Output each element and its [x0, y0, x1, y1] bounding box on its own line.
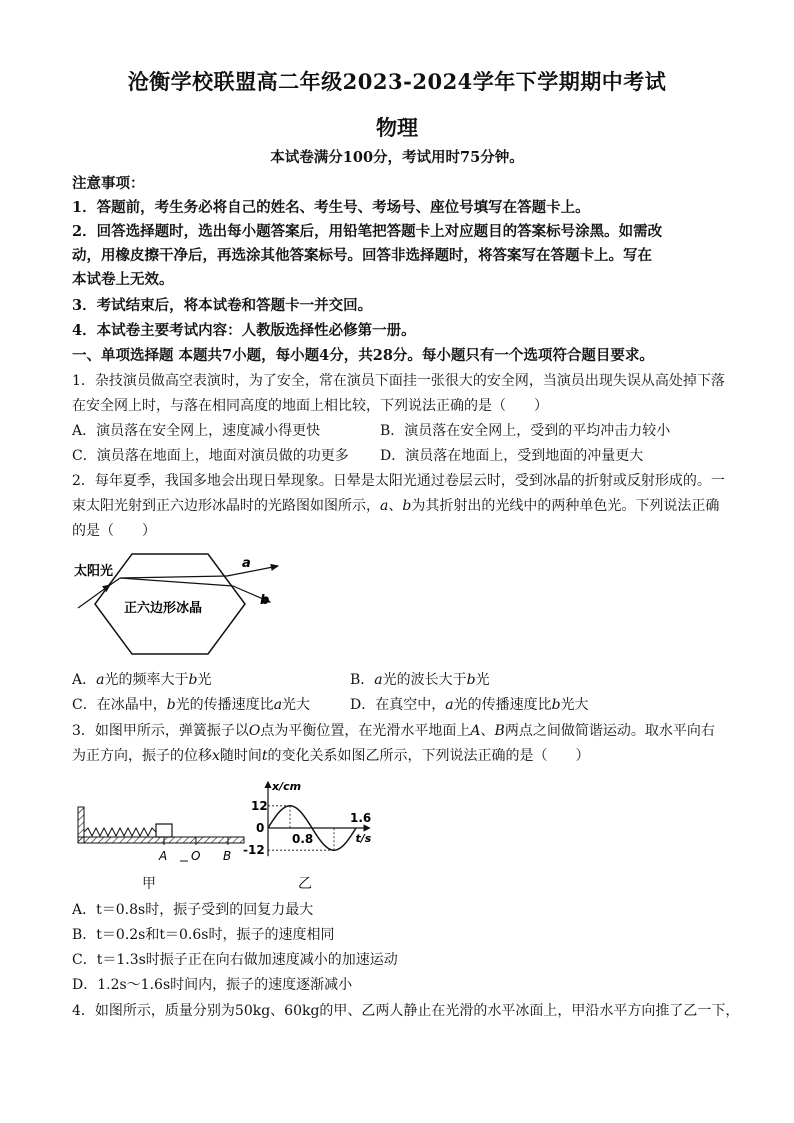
q1-stem: 在安全网上时，与落在相同高度的地面上相比较，下列说法正确的是（ ）	[72, 398, 548, 414]
q4-stem: 4．如图所示，质量分别为50kg、60kg的甲、乙两人静止在光滑的水平冰面上，甲沿水平方向推了乙一下，	[72, 1003, 740, 1019]
q1-option-d[interactable]	[380, 446, 643, 466]
point-a-label: A	[159, 849, 168, 863]
q2-option-b[interactable]: B．a光的波长大于b光	[350, 672, 490, 688]
spring-oscillator-figure	[72, 805, 252, 865]
note-item: 3．考试结束后，将本试卷和答题卡一并交回。	[72, 297, 373, 314]
x-tick-label: 1.6	[350, 811, 372, 825]
q1-option-b[interactable]	[380, 421, 670, 441]
option-label: A．	[72, 423, 97, 439]
incident-ray	[78, 585, 110, 608]
y-tick-label: 12	[251, 798, 268, 813]
y-axis-label: x/cm	[272, 780, 302, 793]
option-text: 演员落在地面上，受到地面的冲量更大	[405, 448, 644, 464]
crystal-label: 正六边形冰晶	[124, 601, 203, 616]
q3-option-a[interactable]: A．t＝0.8s时，振子受到的回复力最大	[72, 902, 314, 918]
x-axis-label: t/s	[355, 832, 372, 845]
q2-option-c[interactable]: C．在冰晶中，b光的传播速度比a光大	[72, 697, 311, 713]
note-item: 4．本试卷主要考试内容：人教版选择性必修第一册。	[72, 322, 416, 339]
notes-heading: 注意事项：	[72, 175, 145, 192]
note-item: 2．回答选择题时，选出每小题答案后，用铅笔把答题卡上对应题目的答案标号涂黑。如需改	[72, 223, 663, 240]
q1-stem: 1．杂技演员做高空表演时，为了安全，常在演员下面挂一张很大的安全网，当演员出现失误从高处掉下落	[72, 373, 725, 389]
option-label: C．	[72, 448, 97, 464]
q2-stem-line2: 束太阳光射到正六边形冰晶时的光路图如图所示，a、b为其折射出的光线中的两种单色光。下列说法正确	[72, 498, 720, 514]
var-a: a	[380, 498, 389, 514]
q3-stem-line1: 3．如图甲所示，弹簧振子以O点为平衡位置，在光滑水平地面上A、B两点之间做简谐运动。取水平向右	[72, 723, 715, 739]
option-text: 演员落在地面上，地面对演员做的功更多	[96, 448, 349, 464]
exam-subject: 物理	[376, 115, 418, 140]
option-label: D．	[380, 448, 406, 464]
note-item: 本试卷上无效。	[72, 271, 174, 288]
option-text: 演员落在安全网上，速度减小得更快	[96, 423, 321, 439]
q2-option-d[interactable]: D．在真空中，a光的传播速度比b光大	[350, 697, 589, 713]
sunlight-label: 太阳光	[74, 564, 114, 579]
xt-graph	[240, 776, 380, 868]
x-tick-label: 0.8	[292, 832, 314, 846]
q3-option-d[interactable]: D．1.2s～1.6s时间内，振子的速度逐渐减小	[72, 977, 353, 993]
var-b: b	[402, 498, 412, 514]
point-o-label: O	[191, 849, 201, 863]
floor	[78, 837, 244, 843]
y-tick-label: -12	[243, 843, 265, 858]
ice-crystal-figure	[70, 552, 290, 662]
q1-option-a[interactable]	[72, 421, 320, 441]
spring	[84, 828, 156, 836]
q3-option-b[interactable]: B．t＝0.2s和t＝0.6s时，振子的速度相同	[72, 927, 335, 943]
option-label: B．	[380, 423, 405, 439]
q3-option-c[interactable]: C．t＝1.3s时振子正在向右做加速度减小的加速运动	[72, 952, 398, 968]
ray-inside-a	[120, 576, 227, 578]
exam-title: 沧衡学校联盟高二年级2023-2024学年下学期期中考试	[127, 69, 667, 94]
note-item: 1．答题前，考生务必将自己的姓名、考生号、考场号、座位号填写在答题卡上。	[72, 199, 590, 216]
score-note: 本试卷满分100分，考试用时75分钟。	[270, 149, 524, 166]
point-b-label: B	[223, 849, 232, 863]
section-heading: 一、单项选择题 本题共7小题，每小题4分，共28分。每小题只有一个选项符合题目要求。	[72, 347, 654, 364]
ray-inside-b	[120, 578, 233, 586]
figure-caption-jia: 甲	[142, 876, 156, 892]
ray-a-label: a	[242, 556, 251, 571]
figure-caption-yi: 乙	[298, 876, 312, 892]
ray-b-label: b	[260, 593, 270, 608]
option-text: 演员落在安全网上，受到的平均冲击力较小	[404, 423, 671, 439]
y-tick-label: 0	[256, 821, 265, 835]
q1-option-c[interactable]	[72, 446, 349, 466]
ray-a-out	[227, 566, 278, 576]
q3-stem-line2: 为正方向，振子的位移x随时间t的变化关系如图乙所示，下列说法正确的是（ ）	[72, 748, 590, 764]
q2-option-a[interactable]: A．a光的频率大于b光	[72, 672, 212, 688]
q2-stem: 的是（ ）	[72, 523, 156, 539]
q2-stem: 2．每年夏季，我国多地会出现日晕现象。日晕是太阳光通过卷层云时，受到冰晶的折射或反射形成的。一	[72, 473, 725, 489]
oscillator-block	[156, 824, 172, 837]
note-item: 动，用橡皮擦干净后，再选涂其他答案标号。回答非选择题时，将答案写在答题卡上。写在	[72, 247, 652, 264]
